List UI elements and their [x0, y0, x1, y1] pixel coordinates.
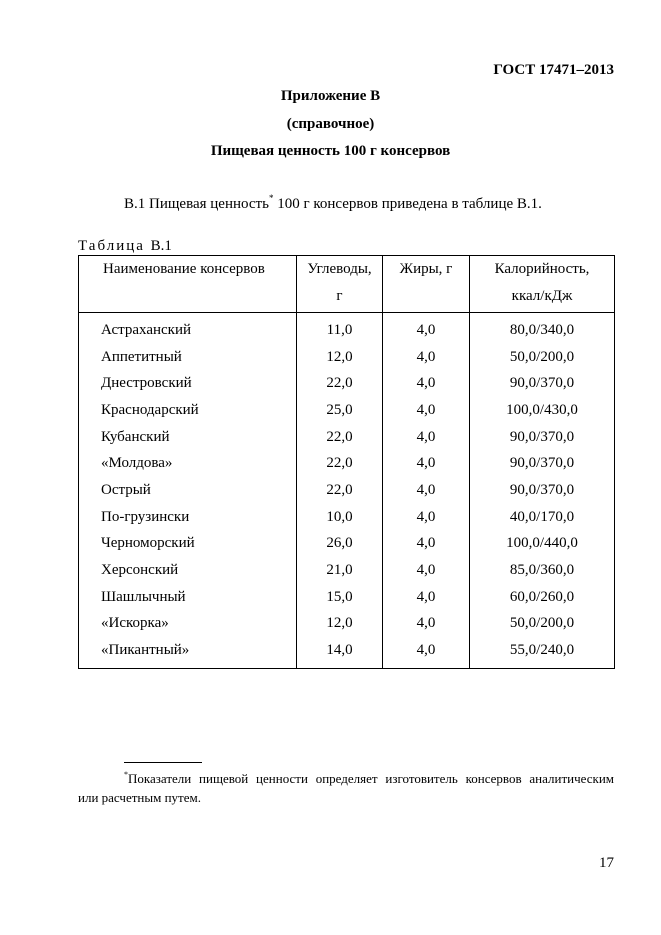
footnote-text: Показатели пищевой ценности определяет изготовитель консервов аналитическим: [128, 771, 614, 786]
header-carbs-line2: г: [336, 288, 343, 304]
cell-name: Аппетитный: [79, 344, 297, 371]
cell-energy: 85,0/360,0: [470, 557, 615, 584]
cell-energy: 50,0/200,0: [470, 344, 615, 371]
intro-text-after: 100 г консервов приведена в таблице В.1.: [273, 196, 542, 212]
table-row: [79, 637, 615, 668]
footnote-mark: *: [124, 770, 128, 779]
cell-fat: 4,0: [383, 584, 470, 611]
table-row: [79, 557, 615, 584]
cell-fat: 4,0: [383, 557, 470, 584]
cell-carbs: 22,0: [297, 477, 383, 504]
cell-energy: 55,0/240,0: [470, 637, 615, 668]
table-caption-word: Таблица: [78, 238, 145, 254]
cell-fat: 4,0: [383, 637, 470, 668]
table-row: [79, 531, 615, 558]
cell-fat: 4,0: [383, 370, 470, 397]
cell-fat: 4,0: [383, 344, 470, 371]
nutrition-table: [78, 255, 615, 669]
cell-carbs: 10,0: [297, 504, 383, 531]
intro-paragraph: [124, 193, 542, 213]
table-caption: [78, 238, 172, 255]
cell-carbs: 26,0: [297, 531, 383, 558]
table-row: [79, 344, 615, 371]
cell-energy: 90,0/370,0: [470, 424, 615, 451]
cell-name: Шашлычный: [79, 584, 297, 611]
cell-carbs: 14,0: [297, 637, 383, 668]
cell-carbs: 22,0: [297, 424, 383, 451]
table-row: [79, 313, 615, 344]
cell-energy: 90,0/370,0: [470, 477, 615, 504]
page-number: 17: [599, 855, 614, 871]
table-row: [79, 450, 615, 477]
footnote-ref: *: [268, 193, 274, 203]
cell-name: Черноморский: [79, 531, 297, 558]
cell-fat: 4,0: [383, 313, 470, 344]
appendix-type: (справочное): [286, 116, 375, 132]
header-name: Наименование консервов: [79, 256, 297, 313]
cell-energy: 80,0/340,0: [470, 313, 615, 344]
cell-name: Херсонский: [79, 557, 297, 584]
footnote-separator: [124, 762, 202, 763]
cell-carbs: 15,0: [297, 584, 383, 611]
cell-carbs: 21,0: [297, 557, 383, 584]
cell-fat: 4,0: [383, 477, 470, 504]
header-carbs: [297, 256, 383, 313]
cell-name: Астраханский: [79, 313, 297, 344]
cell-energy: 90,0/370,0: [470, 370, 615, 397]
header-energy: [470, 256, 615, 313]
cell-energy: 60,0/260,0: [470, 584, 615, 611]
table-caption-number: В.1: [150, 238, 172, 254]
cell-carbs: 12,0: [297, 611, 383, 638]
table-row: [79, 370, 615, 397]
footnote-line2: или расчетным путем.: [78, 790, 201, 805]
cell-fat: 4,0: [383, 611, 470, 638]
table-header-row: [79, 256, 615, 313]
header-carbs-line1: Углеводы,: [307, 261, 372, 277]
cell-name: «Молдова»: [79, 450, 297, 477]
cell-name: По-грузински: [79, 504, 297, 531]
appendix-title: Приложение В: [280, 88, 381, 104]
footnote-line1: [78, 765, 614, 788]
cell-fat: 4,0: [383, 504, 470, 531]
cell-carbs: 25,0: [297, 397, 383, 424]
cell-energy: 50,0/200,0: [470, 611, 615, 638]
cell-fat: 4,0: [383, 424, 470, 451]
cell-name: Кубанский: [79, 424, 297, 451]
cell-name: Днестровский: [79, 370, 297, 397]
cell-name: «Пикантный»: [79, 637, 297, 668]
table-row: [79, 584, 615, 611]
cell-fat: 4,0: [383, 531, 470, 558]
cell-name: Острый: [79, 477, 297, 504]
cell-name: Краснодарский: [79, 397, 297, 424]
table-row: [79, 424, 615, 451]
header-fat: Жиры, г: [383, 256, 470, 313]
cell-energy: 90,0/370,0: [470, 450, 615, 477]
footnote: [78, 765, 614, 807]
cell-carbs: 12,0: [297, 344, 383, 371]
cell-carbs: 11,0: [297, 313, 383, 344]
table-row: [79, 397, 615, 424]
cell-energy: 40,0/170,0: [470, 504, 615, 531]
standard-code: ГОСТ 17471–2013: [493, 62, 614, 78]
cell-fat: 4,0: [383, 397, 470, 424]
cell-fat: 4,0: [383, 450, 470, 477]
appendix-heading: Пищевая ценность 100 г консервов: [210, 143, 451, 159]
table-row: [79, 611, 615, 638]
cell-energy: 100,0/430,0: [470, 397, 615, 424]
table-row: [79, 504, 615, 531]
header-energy-line2: ккал/кДж: [511, 288, 573, 304]
cell-carbs: 22,0: [297, 370, 383, 397]
cell-carbs: 22,0: [297, 450, 383, 477]
table-row: [79, 477, 615, 504]
cell-energy: 100,0/440,0: [470, 531, 615, 558]
intro-text-before: В.1 Пищевая ценность: [124, 196, 269, 212]
cell-name: «Искорка»: [79, 611, 297, 638]
header-energy-line1: Калорийность,: [494, 261, 590, 277]
